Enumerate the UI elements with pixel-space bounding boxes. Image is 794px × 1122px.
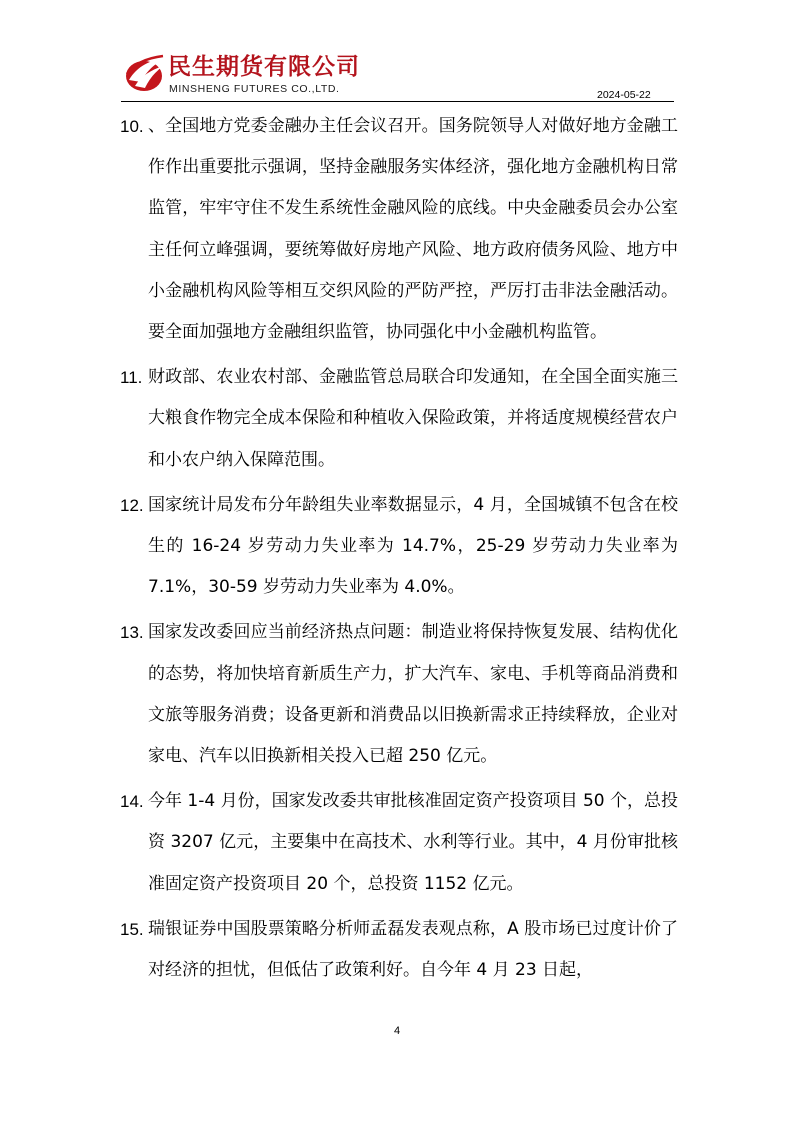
item-text: 财政部、农业农村部、金融监管总局联合印发通知，在全国全面实施三大粮食作物完全成本保险和种植收入保险政策，并将适度规模经营农户和小农户纳入保障范围。: [148, 367, 678, 470]
item-number: 14.: [120, 792, 144, 812]
page-header: [0, 0, 794, 104]
item-number: 13.: [120, 623, 144, 643]
company-name-cn: 民生期货有限公司: [168, 54, 360, 80]
news-item: [120, 612, 678, 777]
page-number: 4: [393, 1025, 401, 1037]
news-list: [120, 106, 678, 995]
news-item: [120, 357, 678, 481]
item-text: 瑞银证券中国股票策略分析师孟磊发表观点称，A 股市场已过度计价了对经济的担忧，但低估了政策利好。自今年 4 月 23 日起，: [148, 918, 678, 981]
news-item: [120, 106, 678, 353]
news-item: [120, 485, 678, 609]
item-text: 、全国地方党委金融办主任会议召开。国务院领导人对做好地方金融工作作出重要批示强调，坚持金融服务实体经济，强化地方金融机构日常监管，牢牢守住不发生系统性金融风险的底线。中央金融委员会办公室主任何立峰强调，要统筹做好房地产风险、地方政府债务风险、地方中小金融机构风险等相互交织风险的严防严控，严厉打击非法金融活动。要全面加强地方金融组织监管，协同强化中小金融机构监管。: [148, 116, 678, 343]
item-text: 今年 1-4 月份，国家发改委共审批核准固定资产投资项目 50 个，总投资 3207 亿元，主要集中在高技术、水利等行业。其中，4 月份审批核准固定资产投资项目 20 个，总投资 1152 亿元。: [148, 791, 679, 894]
minsheng-logo-icon: [123, 52, 167, 94]
item-number: 12.: [120, 495, 144, 515]
item-number: 11.: [120, 368, 143, 388]
report-date: 2024-05-22: [597, 89, 651, 101]
item-text: 国家发改委回应当前经济热点问题：制造业将保持恢复发展、结构优化的态势，将加快培育新质生产力，扩大汽车、家电、手机等商品消费和文旅等服务消费；设备更新和消费品以旧换新需求正持续释放，企业对家电、汽车以旧换新相关投入已超 250 亿元。: [148, 622, 678, 767]
header-divider: [121, 101, 674, 102]
news-item: [120, 781, 678, 905]
company-name-en: MINSHENG FUTURES CO.,LTD.: [169, 83, 340, 95]
news-item: [120, 909, 678, 991]
item-text: 国家统计局发布分年龄组失业率数据显示，4 月，全国城镇不包含在校生的 16-24 岁劳动力失业率为 14.7%，25-29 岁劳动力失业率为 7.1%，30-59 岁劳动力失业率为 4.0%。: [148, 494, 678, 598]
item-number: 10.: [120, 117, 144, 136]
item-number: 15.: [120, 919, 144, 939]
